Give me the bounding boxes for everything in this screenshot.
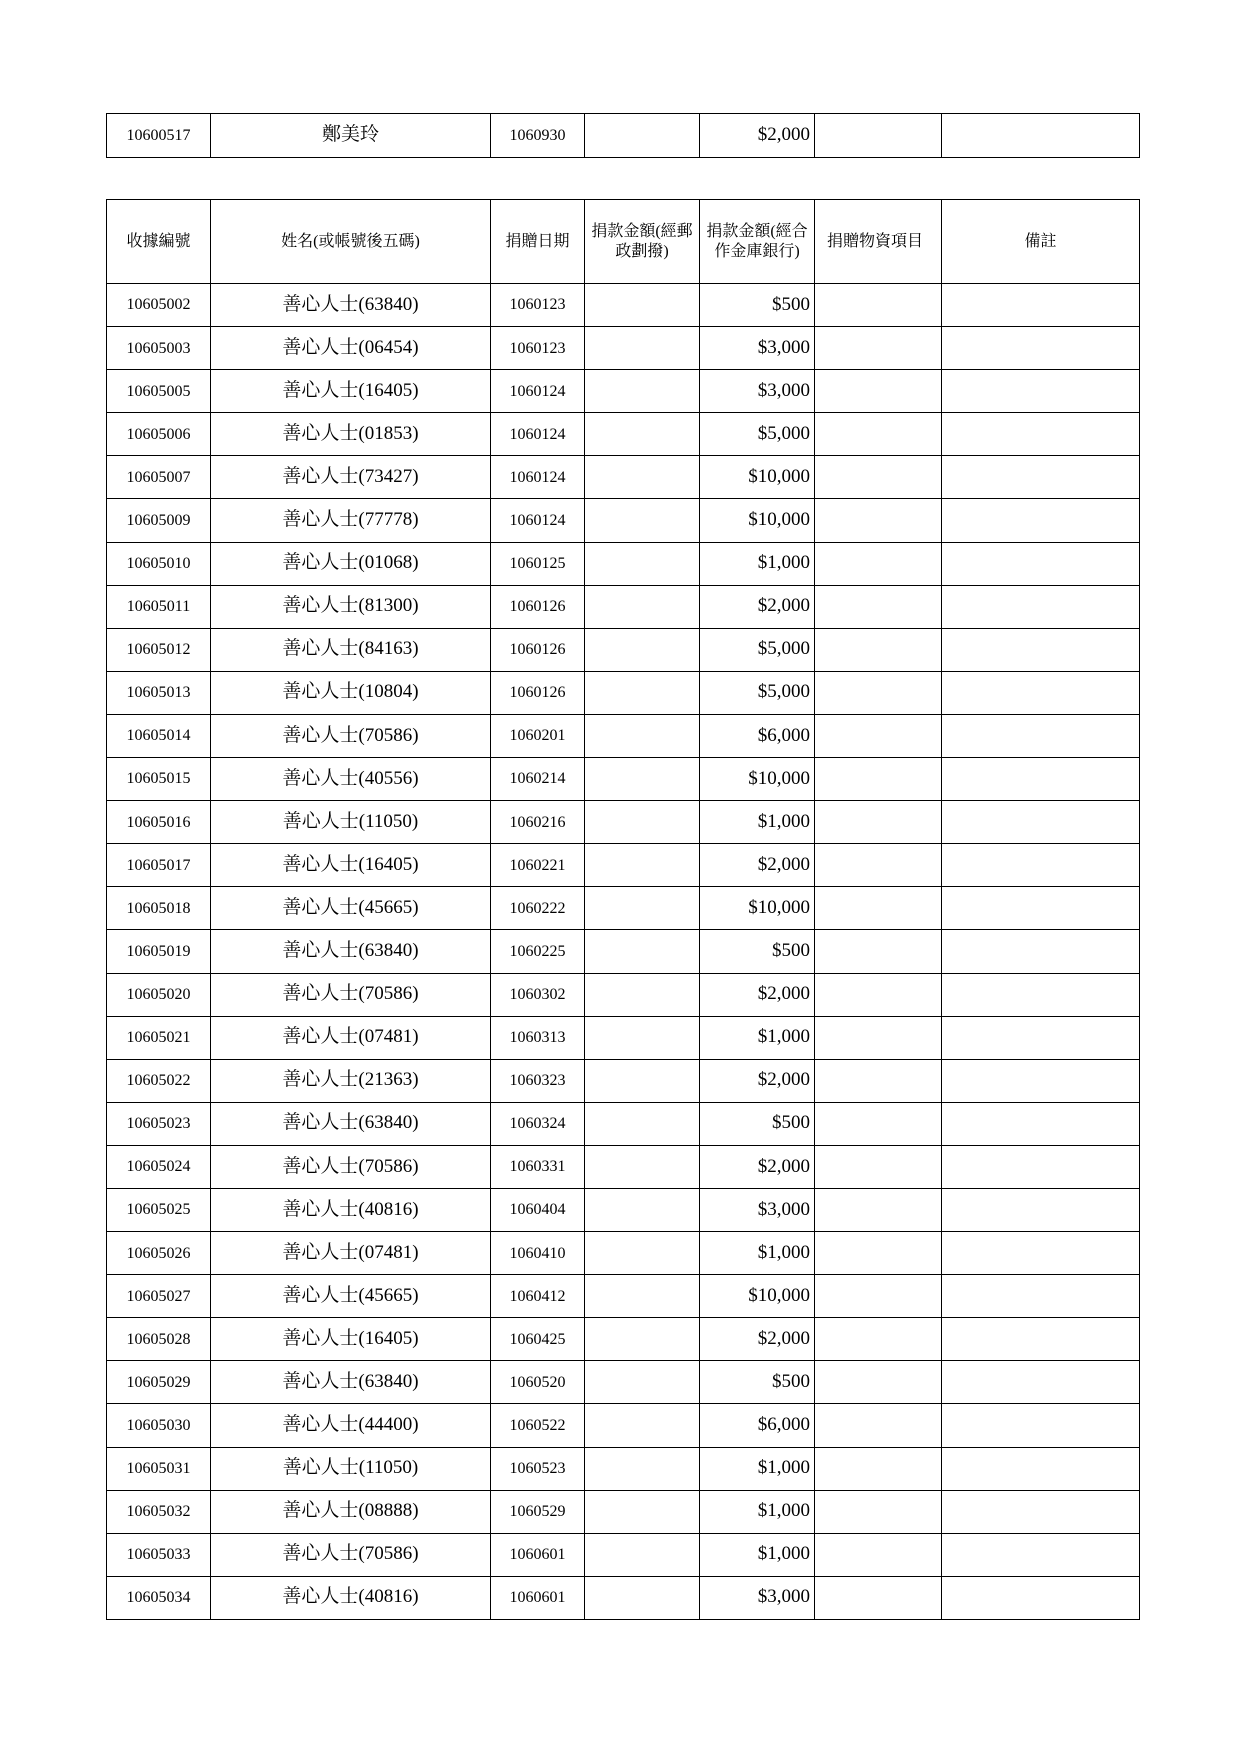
receipt-no-cell: 10605022 <box>107 1059 211 1102</box>
date-cell: 1060126 <box>491 585 585 628</box>
note-cell <box>942 973 1140 1016</box>
bank-amount-cell: $10,000 <box>700 1275 815 1318</box>
goods-cell <box>815 758 942 801</box>
date-cell: 1060126 <box>491 671 585 714</box>
bank-amount-cell: $3,000 <box>700 1188 815 1231</box>
date-cell: 1060323 <box>491 1059 585 1102</box>
bank-amount-cell: $2,000 <box>700 114 815 158</box>
date-cell: 1060123 <box>491 284 585 327</box>
date-cell: 1060124 <box>491 370 585 413</box>
table-row <box>107 1361 1140 1404</box>
date-cell: 1060222 <box>491 887 585 930</box>
header-goods: 捐贈物資項目 <box>815 200 942 284</box>
table-row <box>107 801 1140 844</box>
note-cell <box>942 1059 1140 1102</box>
table-row <box>107 714 1140 757</box>
note-cell <box>942 1232 1140 1275</box>
note-cell <box>942 1490 1140 1533</box>
goods-cell <box>815 1361 942 1404</box>
header-name: 姓名(或帳號後五碼) <box>211 200 491 284</box>
goods-cell <box>815 930 942 973</box>
table-row <box>107 1490 1140 1533</box>
receipt-no-cell: 10605005 <box>107 370 211 413</box>
name-cell: 鄭美玲 <box>211 114 491 158</box>
table-row <box>107 585 1140 628</box>
bank-amount-cell: $500 <box>700 1102 815 1145</box>
note-cell <box>942 844 1140 887</box>
table-row <box>107 671 1140 714</box>
name-cell: 善心人士(70586) <box>211 1533 491 1576</box>
name-cell: 善心人士(16405) <box>211 370 491 413</box>
note-cell <box>942 542 1140 585</box>
table-row <box>107 370 1140 413</box>
note-cell <box>942 1016 1140 1059</box>
bank-amount-cell: $2,000 <box>700 1059 815 1102</box>
receipt-no-cell: 10605029 <box>107 1361 211 1404</box>
date-cell: 1060126 <box>491 628 585 671</box>
receipt-no-cell: 10605025 <box>107 1188 211 1231</box>
note-cell <box>942 1275 1140 1318</box>
date-cell: 1060225 <box>491 930 585 973</box>
goods-cell <box>815 1275 942 1318</box>
receipt-no-cell: 10605002 <box>107 284 211 327</box>
name-cell: 善心人士(07481) <box>211 1232 491 1275</box>
name-cell: 善心人士(63840) <box>211 1361 491 1404</box>
receipt-no-cell: 10605031 <box>107 1447 211 1490</box>
postal-amount-cell <box>585 1447 700 1490</box>
goods-cell <box>815 327 942 370</box>
bank-amount-cell: $2,000 <box>700 1145 815 1188</box>
name-cell: 善心人士(10804) <box>211 671 491 714</box>
bank-amount-cell: $2,000 <box>700 1318 815 1361</box>
postal-amount-cell <box>585 1404 700 1447</box>
receipt-no-cell: 10605011 <box>107 585 211 628</box>
name-cell: 善心人士(40556) <box>211 758 491 801</box>
date-cell: 1060124 <box>491 456 585 499</box>
bank-amount-cell: $1,000 <box>700 1533 815 1576</box>
header-postal-amount: 捐款金額(經郵政劃撥) <box>585 200 700 284</box>
goods-cell <box>815 1490 942 1533</box>
postal-amount-cell <box>585 973 700 1016</box>
name-cell: 善心人士(81300) <box>211 585 491 628</box>
bank-amount-cell: $3,000 <box>700 327 815 370</box>
previous-page-tail-table <box>106 113 1140 158</box>
receipt-no-cell: 10605003 <box>107 327 211 370</box>
bank-amount-cell: $500 <box>700 1361 815 1404</box>
postal-amount-cell <box>585 930 700 973</box>
name-cell: 善心人士(40816) <box>211 1576 491 1619</box>
table-row <box>107 1059 1140 1102</box>
date-cell: 1060520 <box>491 1361 585 1404</box>
postal-amount-cell <box>585 585 700 628</box>
note-cell <box>942 1318 1140 1361</box>
name-cell: 善心人士(06454) <box>211 327 491 370</box>
note-cell <box>942 499 1140 542</box>
name-cell: 善心人士(84163) <box>211 628 491 671</box>
date-cell: 1060124 <box>491 499 585 542</box>
note-cell <box>942 1361 1140 1404</box>
date-cell: 1060930 <box>491 114 585 158</box>
note-cell <box>942 1188 1140 1231</box>
receipt-no-cell: 10605009 <box>107 499 211 542</box>
receipt-no-cell: 10605006 <box>107 413 211 456</box>
bank-amount-cell: $2,000 <box>700 844 815 887</box>
postal-amount-cell <box>585 1145 700 1188</box>
date-cell: 1060313 <box>491 1016 585 1059</box>
postal-amount-cell <box>585 628 700 671</box>
header-date: 捐贈日期 <box>491 200 585 284</box>
note-cell <box>942 1533 1140 1576</box>
name-cell: 善心人士(70586) <box>211 973 491 1016</box>
name-cell: 善心人士(63840) <box>211 1102 491 1145</box>
name-cell: 善心人士(11050) <box>211 801 491 844</box>
name-cell: 善心人士(01853) <box>211 413 491 456</box>
goods-cell <box>815 671 942 714</box>
table-header-row <box>107 200 1140 284</box>
postal-amount-cell <box>585 714 700 757</box>
date-cell: 1060124 <box>491 413 585 456</box>
name-cell: 善心人士(16405) <box>211 1318 491 1361</box>
receipt-no-cell: 10605015 <box>107 758 211 801</box>
bank-amount-cell: $6,000 <box>700 1404 815 1447</box>
table-row <box>107 542 1140 585</box>
table-row <box>107 1533 1140 1576</box>
date-cell: 1060523 <box>491 1447 585 1490</box>
date-cell: 1060216 <box>491 801 585 844</box>
bank-amount-cell: $5,000 <box>700 628 815 671</box>
postal-amount-cell <box>585 1102 700 1145</box>
receipt-no-cell: 10605021 <box>107 1016 211 1059</box>
receipt-no-cell: 10605027 <box>107 1275 211 1318</box>
receipt-no-cell: 10605014 <box>107 714 211 757</box>
bank-amount-cell: $10,000 <box>700 887 815 930</box>
table-row <box>107 499 1140 542</box>
bank-amount-cell: $1,000 <box>700 1016 815 1059</box>
name-cell: 善心人士(08888) <box>211 1490 491 1533</box>
postal-amount-cell <box>585 456 700 499</box>
postal-amount-cell <box>585 1490 700 1533</box>
bank-amount-cell: $2,000 <box>700 973 815 1016</box>
bank-amount-cell: $1,000 <box>700 1447 815 1490</box>
goods-cell <box>815 585 942 628</box>
date-cell: 1060123 <box>491 327 585 370</box>
receipt-no-cell: 10605034 <box>107 1576 211 1619</box>
date-cell: 1060125 <box>491 542 585 585</box>
goods-cell <box>815 499 942 542</box>
goods-cell <box>815 714 942 757</box>
date-cell: 1060601 <box>491 1533 585 1576</box>
goods-cell <box>815 284 942 327</box>
table-row <box>107 973 1140 1016</box>
bank-amount-cell: $1,000 <box>700 1490 815 1533</box>
note-cell <box>942 370 1140 413</box>
receipt-no-cell: 10605010 <box>107 542 211 585</box>
date-cell: 1060601 <box>491 1576 585 1619</box>
date-cell: 1060221 <box>491 844 585 887</box>
table-row <box>107 628 1140 671</box>
table-row <box>107 1275 1140 1318</box>
table-row <box>107 1145 1140 1188</box>
receipt-no-cell: 10605012 <box>107 628 211 671</box>
postal-amount-cell <box>585 542 700 585</box>
goods-cell <box>815 844 942 887</box>
note-cell <box>942 413 1140 456</box>
bank-amount-cell: $5,000 <box>700 671 815 714</box>
receipt-no-cell: 10605007 <box>107 456 211 499</box>
date-cell: 1060214 <box>491 758 585 801</box>
date-cell: 1060425 <box>491 1318 585 1361</box>
postal-amount-cell <box>585 114 700 158</box>
note-cell <box>942 327 1140 370</box>
postal-amount-cell <box>585 1188 700 1231</box>
goods-cell <box>815 1533 942 1576</box>
name-cell: 善心人士(40816) <box>211 1188 491 1231</box>
table-row <box>107 1447 1140 1490</box>
table-row <box>107 1232 1140 1275</box>
receipt-no-cell: 10605032 <box>107 1490 211 1533</box>
receipt-no-cell: 10605020 <box>107 973 211 1016</box>
bank-amount-cell: $3,000 <box>700 370 815 413</box>
bank-amount-cell: $3,000 <box>700 1576 815 1619</box>
name-cell: 善心人士(44400) <box>211 1404 491 1447</box>
bank-amount-cell: $500 <box>700 284 815 327</box>
name-cell: 善心人士(70586) <box>211 714 491 757</box>
table-row <box>107 844 1140 887</box>
header-bank-amount: 捐款金額(經合作金庫銀行) <box>700 200 815 284</box>
postal-amount-cell <box>585 1275 700 1318</box>
note-cell <box>942 1447 1140 1490</box>
date-cell: 1060410 <box>491 1232 585 1275</box>
postal-amount-cell <box>585 327 700 370</box>
postal-amount-cell <box>585 1361 700 1404</box>
table-row <box>107 1318 1140 1361</box>
receipt-no-cell: 10605019 <box>107 930 211 973</box>
note-cell <box>942 1102 1140 1145</box>
goods-cell <box>815 370 942 413</box>
table-row <box>107 327 1140 370</box>
goods-cell <box>815 1145 942 1188</box>
goods-cell <box>815 1576 942 1619</box>
goods-cell <box>815 887 942 930</box>
receipt-no-cell: 10605024 <box>107 1145 211 1188</box>
name-cell: 善心人士(11050) <box>211 1447 491 1490</box>
postal-amount-cell <box>585 844 700 887</box>
goods-cell <box>815 1016 942 1059</box>
postal-amount-cell <box>585 671 700 714</box>
note-cell <box>942 714 1140 757</box>
name-cell: 善心人士(70586) <box>211 1145 491 1188</box>
postal-amount-cell <box>585 1016 700 1059</box>
receipt-no-cell: 10605033 <box>107 1533 211 1576</box>
goods-cell <box>815 456 942 499</box>
postal-amount-cell <box>585 1232 700 1275</box>
bank-amount-cell: $2,000 <box>700 585 815 628</box>
date-cell: 1060412 <box>491 1275 585 1318</box>
name-cell: 善心人士(73427) <box>211 456 491 499</box>
name-cell: 善心人士(63840) <box>211 930 491 973</box>
note-cell <box>942 801 1140 844</box>
goods-cell <box>815 542 942 585</box>
postal-amount-cell <box>585 887 700 930</box>
goods-cell <box>815 1404 942 1447</box>
name-cell: 善心人士(01068) <box>211 542 491 585</box>
goods-cell <box>815 1102 942 1145</box>
postal-amount-cell <box>585 284 700 327</box>
bank-amount-cell: $1,000 <box>700 542 815 585</box>
name-cell: 善心人士(77778) <box>211 499 491 542</box>
name-cell: 善心人士(07481) <box>211 1016 491 1059</box>
note-cell <box>942 930 1140 973</box>
date-cell: 1060404 <box>491 1188 585 1231</box>
name-cell: 善心人士(16405) <box>211 844 491 887</box>
goods-cell <box>815 973 942 1016</box>
table-row <box>107 1576 1140 1619</box>
postal-amount-cell <box>585 801 700 844</box>
postal-amount-cell <box>585 1533 700 1576</box>
date-cell: 1060324 <box>491 1102 585 1145</box>
note-cell <box>942 585 1140 628</box>
table-row <box>107 758 1140 801</box>
receipt-no-cell: 10605026 <box>107 1232 211 1275</box>
receipt-no-cell: 10605018 <box>107 887 211 930</box>
table-row <box>107 1404 1140 1447</box>
receipt-no-cell: 10605023 <box>107 1102 211 1145</box>
bank-amount-cell: $500 <box>700 930 815 973</box>
note-cell <box>942 284 1140 327</box>
goods-cell <box>815 1059 942 1102</box>
table-row <box>107 930 1140 973</box>
table-row <box>107 413 1140 456</box>
note-cell <box>942 887 1140 930</box>
postal-amount-cell <box>585 1318 700 1361</box>
date-cell: 1060331 <box>491 1145 585 1188</box>
table-row <box>107 456 1140 499</box>
bank-amount-cell: $10,000 <box>700 499 815 542</box>
bank-amount-cell: $10,000 <box>700 758 815 801</box>
table-row <box>107 114 1140 158</box>
postal-amount-cell <box>585 413 700 456</box>
note-cell <box>942 758 1140 801</box>
table-row <box>107 1016 1140 1059</box>
receipt-no-cell: 10605028 <box>107 1318 211 1361</box>
note-cell <box>942 1145 1140 1188</box>
receipt-no-cell: 10600517 <box>107 114 211 158</box>
postal-amount-cell <box>585 1059 700 1102</box>
note-cell <box>942 1576 1140 1619</box>
postal-amount-cell <box>585 370 700 413</box>
receipt-no-cell: 10605016 <box>107 801 211 844</box>
date-cell: 1060529 <box>491 1490 585 1533</box>
goods-cell <box>815 801 942 844</box>
bank-amount-cell: $5,000 <box>700 413 815 456</box>
goods-cell <box>815 114 942 158</box>
receipt-no-cell: 10605030 <box>107 1404 211 1447</box>
bank-amount-cell: $10,000 <box>700 456 815 499</box>
note-cell <box>942 671 1140 714</box>
table-row <box>107 887 1140 930</box>
table-row <box>107 1102 1140 1145</box>
postal-amount-cell <box>585 1576 700 1619</box>
postal-amount-cell <box>585 758 700 801</box>
table-row <box>107 284 1140 327</box>
receipt-no-cell: 10605017 <box>107 844 211 887</box>
name-cell: 善心人士(21363) <box>211 1059 491 1102</box>
bank-amount-cell: $6,000 <box>700 714 815 757</box>
bank-amount-cell: $1,000 <box>700 1232 815 1275</box>
receipt-no-cell: 10605013 <box>107 671 211 714</box>
goods-cell <box>815 1318 942 1361</box>
date-cell: 1060302 <box>491 973 585 1016</box>
date-cell: 1060201 <box>491 714 585 757</box>
name-cell: 善心人士(63840) <box>211 284 491 327</box>
header-note: 備註 <box>942 200 1140 284</box>
note-cell <box>942 1404 1140 1447</box>
name-cell: 善心人士(45665) <box>211 1275 491 1318</box>
note-cell <box>942 114 1140 158</box>
goods-cell <box>815 1232 942 1275</box>
bank-amount-cell: $1,000 <box>700 801 815 844</box>
name-cell: 善心人士(45665) <box>211 887 491 930</box>
goods-cell <box>815 413 942 456</box>
postal-amount-cell <box>585 499 700 542</box>
table-row <box>107 1188 1140 1231</box>
goods-cell <box>815 628 942 671</box>
goods-cell <box>815 1447 942 1490</box>
header-receipt-no: 收據編號 <box>107 200 211 284</box>
note-cell <box>942 628 1140 671</box>
note-cell <box>942 456 1140 499</box>
date-cell: 1060522 <box>491 1404 585 1447</box>
goods-cell <box>815 1188 942 1231</box>
donation-records-table <box>106 199 1140 1620</box>
